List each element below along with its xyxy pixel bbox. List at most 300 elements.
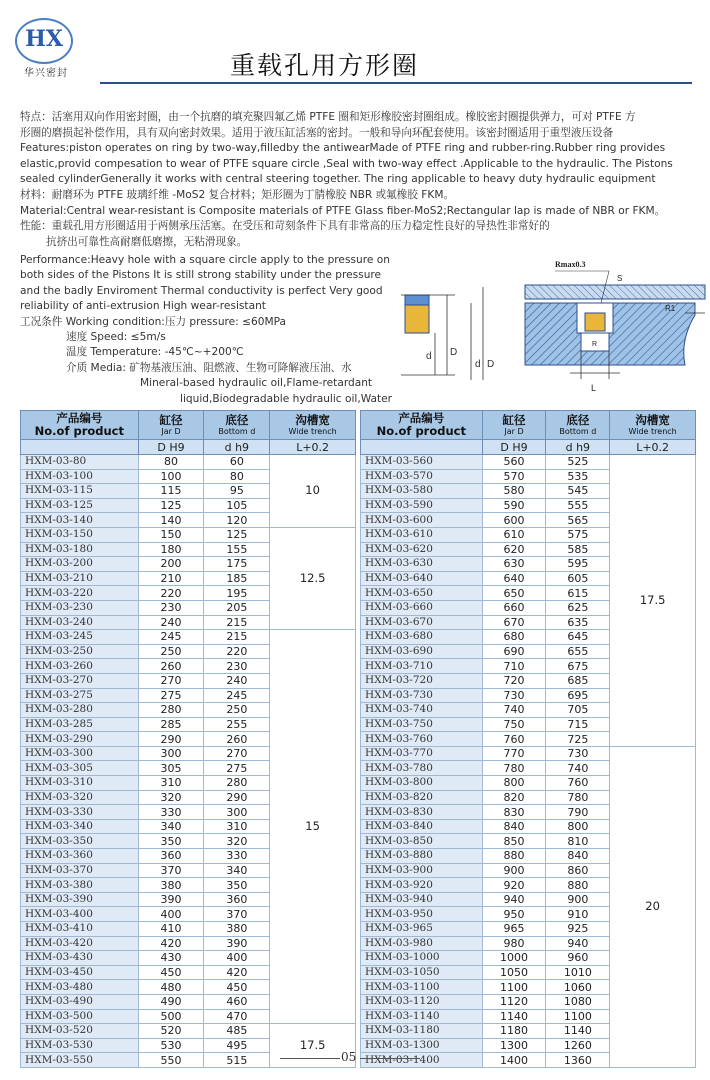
jar-diameter-cell: 240 [138,615,204,630]
jar-diameter-cell: 1120 [482,994,546,1009]
jar-diameter-cell: 290 [138,732,204,747]
product-code-cell: HXM-03-580 [361,484,483,499]
product-code-cell: HXM-03-620 [361,542,483,557]
jar-diameter-cell: 1050 [482,965,546,980]
jar-diameter-cell: 370 [138,863,204,878]
bottom-diameter-cell: 655 [546,644,610,659]
bottom-diameter-cell: 625 [546,600,610,615]
bottom-diameter-cell: 185 [204,571,270,586]
table-row [21,455,356,470]
bottom-diameter-cell: 695 [546,688,610,703]
jar-diameter-cell: 250 [138,644,204,659]
header-blank [361,440,483,455]
bottom-diameter-cell: 495 [204,1038,270,1053]
jar-diameter-cell: 1300 [482,1038,546,1053]
jar-diameter-cell: 260 [138,659,204,674]
label-d-dim: d [475,359,481,370]
jar-diameter-cell: 590 [482,498,546,513]
product-code-cell: HXM-03-1400 [361,1053,483,1068]
bottom-diameter-cell: 780 [546,790,610,805]
trench-width-cell: 20 [610,746,696,1067]
bottom-diameter-cell: 760 [546,776,610,791]
jar-diameter-cell: 115 [138,484,204,499]
jar-diameter-cell: 330 [138,805,204,820]
bottom-diameter-cell: 330 [204,849,270,864]
product-code-cell: HXM-03-140 [21,513,139,528]
jar-diameter-cell: 570 [482,469,546,484]
jar-diameter-cell: 660 [482,600,546,615]
product-code-cell: HXM-03-830 [361,805,483,820]
label-r: R [592,341,598,348]
product-code-cell: HXM-03-880 [361,849,483,864]
bottom-diameter-cell: 800 [546,819,610,834]
product-code-cell: HXM-03-280 [21,703,139,718]
label-l: L [591,383,597,393]
bottom-diameter-cell: 860 [546,863,610,878]
jar-diameter-cell: 670 [482,615,546,630]
spec-table-left [20,410,356,1068]
jar-diameter-cell: 310 [138,776,204,791]
jar-diameter-cell: 720 [482,673,546,688]
bottom-diameter-cell: 370 [204,907,270,922]
product-code-cell: HXM-03-630 [361,557,483,572]
bottom-diameter-cell: 105 [204,498,270,513]
trench-width-cell: 15 [270,630,356,1024]
jar-diameter-cell: 480 [138,980,204,995]
product-code-cell: HXM-03-125 [21,498,139,513]
header-product [361,411,483,440]
bottom-diameter-cell: 675 [546,659,610,674]
header-trench-en: Wide trench [288,427,337,436]
bottom-diameter-cell: 635 [546,615,610,630]
bottom-diameter-cell: 280 [204,776,270,791]
jar-diameter-cell: 530 [138,1038,204,1053]
jar-diameter-cell: 900 [482,863,546,878]
jar-diameter-cell: 305 [138,761,204,776]
product-code-cell: HXM-03-850 [361,834,483,849]
bottom-diameter-cell: 270 [204,746,270,761]
jar-diameter-cell: 730 [482,688,546,703]
jar-diameter-cell: 430 [138,951,204,966]
trench-width-cell: 17.5 [270,1024,356,1068]
jar-diameter-cell: 350 [138,834,204,849]
header-trench [270,411,356,440]
jar-diameter-cell: 80 [138,455,204,470]
product-code-cell: HXM-03-1120 [361,994,483,1009]
jar-diameter-cell: 965 [482,922,546,937]
product-code-cell: HXM-03-590 [361,498,483,513]
bottom-diameter-cell: 250 [204,703,270,718]
media-line: Mineral-based hydraulic oil,Flame-retardant [140,377,373,390]
bottom-diameter-cell: 790 [546,805,610,820]
logo-text: HX [25,26,63,52]
header-trench-en: Wide trench [628,427,677,436]
jar-diameter-cell: 270 [138,673,204,688]
bottom-diameter-cell: 515 [204,1053,270,1068]
jar-diameter-cell: 650 [482,586,546,601]
bottom-diameter-cell: 1100 [546,1009,610,1024]
jar-diameter-cell: 740 [482,703,546,718]
jar-diameter-cell: 940 [482,892,546,907]
product-code-cell: HXM-03-950 [361,907,483,922]
product-code-cell: HXM-03-290 [21,732,139,747]
product-code-cell: HXM-03-250 [21,644,139,659]
perf-line: 工况条件 Working condition:压力 pressure: ≤60MPa [20,315,287,328]
jar-diameter-cell: 780 [482,761,546,776]
logo-subtitle: 华兴密封 [24,68,68,79]
header-product-en: No.of product [376,424,466,438]
bottom-diameter-cell: 470 [204,1009,270,1024]
desc-line: sealed cylinderGenerally it works with central steering together. The ring applicable to heavy duty hydraulic equipment [20,173,656,186]
speed-line: 速度 Speed: ≤5m/s [66,331,166,344]
temperature-line: 温度 Temperature: -45℃~+200℃ [66,346,244,359]
product-code-cell: HXM-03-370 [21,863,139,878]
product-code-cell: HXM-03-740 [361,703,483,718]
bottom-diameter-cell: 545 [546,484,610,499]
bottom-diameter-cell: 1260 [546,1038,610,1053]
jar-diameter-cell: 520 [138,1024,204,1039]
bottom-diameter-cell: 575 [546,527,610,542]
bottom-diameter-cell: 360 [204,892,270,907]
jar-diameter-cell: 630 [482,557,546,572]
header-bottom [546,411,610,440]
jar-diameter-cell: 850 [482,834,546,849]
bottom-diameter-cell: 215 [204,615,270,630]
bottom-diameter-cell: 555 [546,498,610,513]
jar-diameter-cell: 950 [482,907,546,922]
bottom-diameter-cell: 195 [204,586,270,601]
product-code-cell: HXM-03-710 [361,659,483,674]
bottom-diameter-cell: 585 [546,542,610,557]
product-code-cell: HXM-03-980 [361,936,483,951]
header-trench-cn: 沟槽宽 [295,413,330,427]
product-code-cell: HXM-03-285 [21,717,139,732]
bottom-diameter-cell: 1140 [546,1024,610,1039]
product-code-cell: HXM-03-330 [21,805,139,820]
product-code-cell: HXM-03-965 [361,922,483,937]
jar-diameter-cell: 420 [138,936,204,951]
product-code-cell: HXM-03-670 [361,615,483,630]
jar-diameter-cell: 800 [482,776,546,791]
bottom-diameter-cell: 260 [204,732,270,747]
jar-diameter-cell: 230 [138,600,204,615]
product-code-cell: HXM-03-300 [21,746,139,761]
bottom-diameter-cell: 535 [546,469,610,484]
header-jar [138,411,204,440]
bottom-diameter-cell: 900 [546,892,610,907]
jar-diameter-cell: 830 [482,805,546,820]
bottom-diameter-cell: 685 [546,673,610,688]
header-bottom-cn: 底径 [566,413,590,427]
label-rmax: Rmax0.3 [555,260,586,269]
bottom-diameter-cell: 645 [546,630,610,645]
product-code-cell: HXM-03-310 [21,776,139,791]
bottom-diameter-cell: 380 [204,922,270,937]
product-code-cell: HXM-03-400 [21,907,139,922]
product-code-cell: HXM-03-430 [21,951,139,966]
product-code-cell: HXM-03-260 [21,659,139,674]
bottom-diameter-cell: 485 [204,1024,270,1039]
product-code-cell: HXM-03-660 [361,600,483,615]
trench-width-cell: 17.5 [610,455,696,747]
jar-diameter-cell: 360 [138,849,204,864]
jar-diameter-cell: 450 [138,965,204,980]
jar-diameter-cell: 1180 [482,1024,546,1039]
perf-line: both sides of the Pistons It is still strong stability under the pressure [20,269,382,282]
product-code-cell: HXM-03-480 [21,980,139,995]
jar-diameter-cell: 245 [138,630,204,645]
bottom-diameter-cell: 925 [546,922,610,937]
jar-diameter-cell: 200 [138,557,204,572]
product-code-cell: HXM-03-550 [21,1053,139,1068]
product-code-cell: HXM-03-390 [21,892,139,907]
media-line: 介质 Media: 矿物基液压油、阻燃液、生物可降解液压油、水 [66,361,352,374]
product-code-cell: HXM-03-220 [21,586,139,601]
product-code-cell: HXM-03-750 [361,717,483,732]
footer-rule-left [280,1058,340,1059]
product-code-cell: HXM-03-350 [21,834,139,849]
brand-logo [15,18,71,79]
header-jar-cn: 缸径 [159,413,183,427]
jar-diameter-cell: 275 [138,688,204,703]
header-trench [610,411,696,440]
label-r1: R1 [665,304,676,313]
header-jar [482,411,546,440]
header-product-cn: 产品编号 [56,411,103,425]
bottom-diameter-cell: 595 [546,557,610,572]
table-row [21,1024,356,1039]
bottom-diameter-cell: 125 [204,527,270,542]
bottom-diameter-cell: 155 [204,542,270,557]
bottom-diameter-cell: 565 [546,513,610,528]
product-code-cell: HXM-03-450 [21,965,139,980]
bottom-diameter-cell: 340 [204,863,270,878]
jar-diameter-cell: 820 [482,790,546,805]
product-code-cell: HXM-03-230 [21,600,139,615]
jar-diameter-cell: 680 [482,630,546,645]
desc-line: 材料：耐磨环为 PTFE 玻璃纤维 -MoS2 复合材料；矩形圈为丁腈橡胶 NBR 或氟橡胶 FKM。 [20,188,455,201]
jar-diameter-cell: 620 [482,542,546,557]
product-code-cell: HXM-03-940 [361,892,483,907]
product-code-cell: HXM-03-1140 [361,1009,483,1024]
desc-line: 特点：活塞用双向作用密封圈，由一个抗磨的填充聚四氟乙烯 PTFE 圈和矩形橡胶密封圈组成。橡胶密封圈提供弹力，可对 PTFE 方 [20,111,636,123]
product-code-cell: HXM-03-820 [361,790,483,805]
jar-diameter-cell: 690 [482,644,546,659]
bottom-diameter-cell: 215 [204,630,270,645]
jar-diameter-cell: 210 [138,571,204,586]
product-code-cell: HXM-03-240 [21,615,139,630]
product-code-cell: HXM-03-650 [361,586,483,601]
header-trench-cn: 沟槽宽 [635,413,670,427]
jar-diameter-cell: 150 [138,527,204,542]
header-product-cn: 产品编号 [398,411,445,425]
jar-diameter-cell: 140 [138,513,204,528]
bottom-diameter-cell: 450 [204,980,270,995]
bottom-diameter-cell: 80 [204,469,270,484]
header-tol-D: D H9 [482,440,546,455]
jar-diameter-cell: 840 [482,819,546,834]
bottom-diameter-cell: 175 [204,557,270,572]
bottom-diameter-cell: 60 [204,455,270,470]
product-code-cell: HXM-03-410 [21,922,139,937]
jar-diameter-cell: 920 [482,878,546,893]
bottom-diameter-cell: 1060 [546,980,610,995]
jar-diameter-cell: 1000 [482,951,546,966]
product-code-cell: HXM-03-800 [361,776,483,791]
bottom-diameter-cell: 715 [546,717,610,732]
perf-line: and the badly Enviroment Thermal conductivity is perfect Very good [20,284,383,297]
bottom-diameter-cell: 840 [546,849,610,864]
bottom-diameter-cell: 275 [204,761,270,776]
jar-diameter-cell: 750 [482,717,546,732]
header-blank [21,440,139,455]
jar-diameter-cell: 100 [138,469,204,484]
header-bottom [204,411,270,440]
jar-diameter-cell: 1100 [482,980,546,995]
desc-line: 形圈的磨损起补偿作用，具有双向密封效果。适用于液压缸活塞的密封。一般和导向环配套使用。该密封圈适用于重型液压设备 [20,126,614,139]
jar-diameter-cell: 285 [138,717,204,732]
table-row [21,630,356,645]
jar-diameter-cell: 760 [482,732,546,747]
jar-diameter-cell: 1400 [482,1053,546,1068]
header-tol-D: D H9 [138,440,204,455]
product-code-cell: HXM-03-490 [21,994,139,1009]
bottom-diameter-cell: 400 [204,951,270,966]
product-code-cell: HXM-03-1050 [361,965,483,980]
bottom-diameter-cell: 120 [204,513,270,528]
bottom-diameter-cell: 525 [546,455,610,470]
product-code-cell: HXM-03-730 [361,688,483,703]
product-code-cell: HXM-03-245 [21,630,139,645]
jar-diameter-cell: 640 [482,571,546,586]
bottom-diameter-cell: 730 [546,746,610,761]
bottom-diameter-cell: 205 [204,600,270,615]
header-tol-d: d h9 [546,440,610,455]
trench-width-cell: 12.5 [270,527,356,629]
product-code-cell: HXM-03-640 [361,571,483,586]
product-code-cell: HXM-03-1180 [361,1024,483,1039]
product-code-cell: HXM-03-920 [361,878,483,893]
jar-diameter-cell: 980 [482,936,546,951]
bottom-diameter-cell: 300 [204,805,270,820]
title-underline [100,82,692,84]
desc-line: Features:piston operates on ring by two-way,filledby the antiwearMade of PTFE ring and rubber-ring.Rubber ring provides [20,142,666,155]
product-code-cell: HXM-03-270 [21,673,139,688]
product-code-cell: HXM-03-1300 [361,1038,483,1053]
perf-line: Performance:Heavy hole with a square circle apply to the pressure on [20,254,390,266]
jar-diameter-cell: 500 [138,1009,204,1024]
jar-diameter-cell: 490 [138,994,204,1009]
bottom-diameter-cell: 220 [204,644,270,659]
label-s: S [617,274,623,283]
product-code-cell: HXM-03-100 [21,469,139,484]
media-line: liquid,Biodegradable hydraulic oil,Water [180,392,393,405]
product-code-cell: HXM-03-600 [361,513,483,528]
bottom-diameter-cell: 230 [204,659,270,674]
product-code-cell: HXM-03-680 [361,630,483,645]
bottom-diameter-cell: 910 [546,907,610,922]
bottom-diameter-cell: 320 [204,834,270,849]
product-code-cell: HXM-03-180 [21,542,139,557]
jar-diameter-cell: 410 [138,922,204,937]
header-product-en: No.of product [34,424,124,438]
table-row [361,746,696,761]
header-bottom-en: Bottom d [559,427,597,436]
label-d-small: d [426,351,432,362]
bottom-diameter-cell: 390 [204,936,270,951]
header-tol-d: d h9 [204,440,270,455]
jar-diameter-cell: 550 [138,1053,204,1068]
header-tol-L: L+0.2 [610,440,696,455]
product-code-cell: HXM-03-530 [21,1038,139,1053]
bottom-diameter-cell: 1080 [546,994,610,1009]
product-code-cell: HXM-03-720 [361,673,483,688]
jar-diameter-cell: 125 [138,498,204,513]
table-row [361,455,696,470]
header-tol-L: L+0.2 [270,440,356,455]
product-code-cell: HXM-03-1000 [361,951,483,966]
bottom-diameter-cell: 940 [546,936,610,951]
product-code-cell: HXM-03-900 [361,863,483,878]
bottom-diameter-cell: 615 [546,586,610,601]
jar-diameter-cell: 300 [138,746,204,761]
product-code-cell: HXM-03-1100 [361,980,483,995]
product-code-cell: HXM-03-275 [21,688,139,703]
product-code-cell: HXM-03-360 [21,849,139,864]
bottom-diameter-cell: 810 [546,834,610,849]
jar-diameter-cell: 1140 [482,1009,546,1024]
desc-line: 性能：重载孔用方形圈适用于两侧承压活塞。在受压和苛刻条件下具有非常高的压力稳定性良好的导热性非常好的 [20,220,550,233]
bottom-diameter-cell: 705 [546,703,610,718]
desc-line: 抗挤出可靠性高耐磨低磨擦，无粘滑现象。 [46,235,248,248]
bottom-diameter-cell: 255 [204,717,270,732]
product-code-cell: HXM-03-150 [21,527,139,542]
product-code-cell: HXM-03-320 [21,790,139,805]
bottom-diameter-cell: 95 [204,484,270,499]
bottom-diameter-cell: 290 [204,790,270,805]
bottom-diameter-cell: 240 [204,673,270,688]
product-code-cell: HXM-03-690 [361,644,483,659]
page-number: 05 [341,1050,357,1064]
jar-diameter-cell: 380 [138,878,204,893]
jar-diameter-cell: 400 [138,907,204,922]
product-code-cell: HXM-03-610 [361,527,483,542]
jar-diameter-cell: 600 [482,513,546,528]
jar-diameter-cell: 580 [482,484,546,499]
product-code-cell: HXM-03-210 [21,571,139,586]
perf-line: reliability of anti-extrusion High wear-resistant [20,300,266,313]
trench-width-cell: 10 [270,455,356,528]
product-code-cell: HXM-03-840 [361,819,483,834]
product-code-cell: HXM-03-200 [21,557,139,572]
desc-line: elastic,provid compesation to wear of PTFE square circle ,Seal with two-way effect .Applicable to the hydraulic. The Pistons [20,157,673,170]
product-code-cell: HXM-03-560 [361,455,483,470]
product-code-cell: HXM-03-570 [361,469,483,484]
product-code-cell: HXM-03-770 [361,746,483,761]
footer-rule-right [360,1058,420,1059]
seal-cross-section-diagram [395,255,710,405]
jar-diameter-cell: 610 [482,527,546,542]
bottom-diameter-cell: 725 [546,732,610,747]
product-code-cell: HXM-03-115 [21,484,139,499]
jar-diameter-cell: 180 [138,542,204,557]
header-jar-en: Jar D [161,427,181,436]
table-row [21,527,356,542]
jar-diameter-cell: 390 [138,892,204,907]
header-jar-en: Jar D [504,427,524,436]
product-code-cell: HXM-03-340 [21,819,139,834]
label-D-big: D [450,347,458,358]
